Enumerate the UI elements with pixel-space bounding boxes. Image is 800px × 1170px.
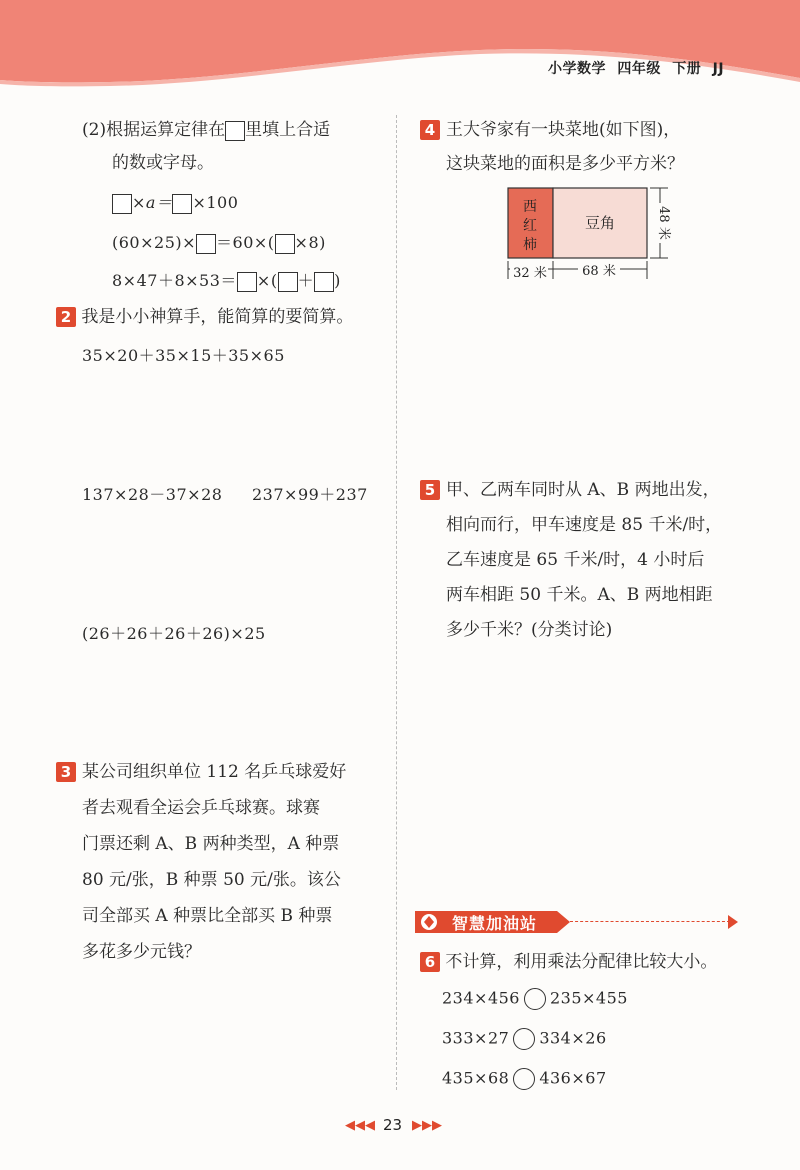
vegetable-plot-diagram (500, 183, 680, 288)
q3-number: 3 (56, 762, 76, 782)
answer-box[interactable] (196, 234, 216, 254)
answer-box[interactable] (278, 272, 298, 292)
answer-box[interactable] (237, 272, 257, 292)
q5-line: 多少千米？(分类讨论) (446, 620, 613, 640)
q6-right-expr: 235×455 (549, 988, 628, 1008)
next-page-arrows[interactable]: ▶▶▶ (412, 1118, 442, 1133)
arrow-right-icon (728, 915, 738, 929)
q5-line: 相向而行，甲车速度是 85 千米/时， (446, 515, 723, 535)
q6-number: 6 (420, 952, 440, 972)
q4-line: 王大爷家有一块菜地(如下图)， (446, 120, 681, 140)
q6-title-row (420, 950, 717, 974)
compare-circle[interactable] (513, 1028, 535, 1050)
q3-line: 多花多少元钱？ (82, 942, 201, 962)
prev-page-arrows[interactable]: ◀◀◀ (345, 1118, 375, 1133)
q6-right-expr: 334×26 (539, 1028, 607, 1048)
q1-eq2-c: ×8) (294, 233, 326, 252)
q6-left-expr: 435×68 (442, 1068, 510, 1088)
column-divider (396, 115, 397, 1090)
q1-eq1 (112, 190, 238, 214)
q3-line: 某公司组织单位 112 名乒乓球爱好 (82, 762, 347, 782)
q6-left-expr: 333×27 (442, 1028, 510, 1048)
q5-number: 5 (420, 480, 440, 500)
q2-title: 我是小小神算手，能简算的要简算。 (81, 307, 354, 327)
answer-box[interactable] (225, 121, 245, 141)
q2-expr-3: 237×99＋237 (252, 485, 368, 504)
q5-line: 乙车速度是 65 千米/时，4 小时后 (446, 550, 705, 570)
q1-eq3-d: ) (334, 271, 341, 290)
bean-label: 豆角 (584, 214, 616, 232)
q1-eq1-end: ×100 (192, 193, 239, 212)
q2-expr-4: (26＋26＋26＋26)×25 (82, 624, 266, 643)
answer-box[interactable] (275, 234, 295, 254)
q5-line: 两车相距 50 千米。A、B 两地相距 (446, 585, 713, 605)
tomato-label-2: 红 (523, 218, 537, 234)
width-right-label: 68 米 (582, 264, 616, 279)
q1-eq1-mid: ×a＝ (132, 193, 173, 212)
compare-circle[interactable] (524, 988, 546, 1010)
q2-expr-2: 137×28－37×28 (82, 485, 223, 504)
section-title: 智慧加油站 (452, 914, 538, 933)
header-label: 小学数学 四年级 下册 JJ (548, 61, 725, 77)
q6-left-expr: 234×456 (442, 988, 520, 1008)
q1-eq2-a: (60×25)× (112, 233, 197, 252)
q3-line: 司全部买 A 种票比全部买 B 种票 (82, 906, 333, 926)
q1-eq3-c: ＋ (297, 271, 315, 290)
tomato-label-3: 柿 (523, 237, 537, 253)
tomato-label-1: 西 (523, 199, 537, 215)
compare-circle[interactable] (513, 1068, 535, 1090)
answer-box[interactable] (112, 194, 132, 214)
q6-row (442, 1028, 607, 1050)
page-number: 23 (383, 1116, 403, 1134)
q6-row (442, 988, 628, 1010)
q1-eq2-b: ＝60×( (216, 233, 275, 252)
q1-part2-line1 (82, 118, 330, 142)
q6-row (442, 1068, 607, 1090)
q2-title-row (56, 305, 353, 329)
q5-line: 甲、乙两车同时从 A、B 两地出发， (446, 480, 720, 500)
q6-right-expr: 436×67 (539, 1068, 607, 1088)
q2-number: 2 (56, 307, 76, 327)
q1-eq3 (112, 268, 341, 292)
q3-line: 者去观看全运会乒乓球赛。球赛 (82, 798, 320, 818)
q1-eq3-b: ×( (256, 271, 278, 290)
q3-line: 门票还剩 A、B 两种类型，A 种票 (82, 834, 340, 854)
q1-eq3-a: 8×47＋8×53＝ (112, 271, 237, 290)
q1-eq2 (112, 230, 326, 254)
answer-box[interactable] (314, 272, 334, 292)
q6-title: 不计算，利用乘法分配律比较大小。 (445, 952, 718, 972)
width-left-label: 32 米 (513, 266, 547, 281)
answer-box[interactable] (172, 194, 192, 214)
q1-part2-line2: 的数或字母。 (112, 153, 214, 173)
q3-line: 80 元/张，B 种票 50 元/张。该公 (82, 870, 341, 890)
banner-dashed-line (570, 921, 730, 922)
q1-part2-after: 里填上合适 (245, 120, 331, 140)
q4-line: 这块菜地的面积是多少平方米？ (446, 154, 684, 174)
q1-part2-intro: (2)根据运算定律在 (82, 120, 226, 140)
q4-number: 4 (420, 120, 440, 140)
q2-expr-1: 35×20＋35×15＋35×65 (82, 346, 285, 365)
height-label: 48 米 (656, 206, 671, 240)
